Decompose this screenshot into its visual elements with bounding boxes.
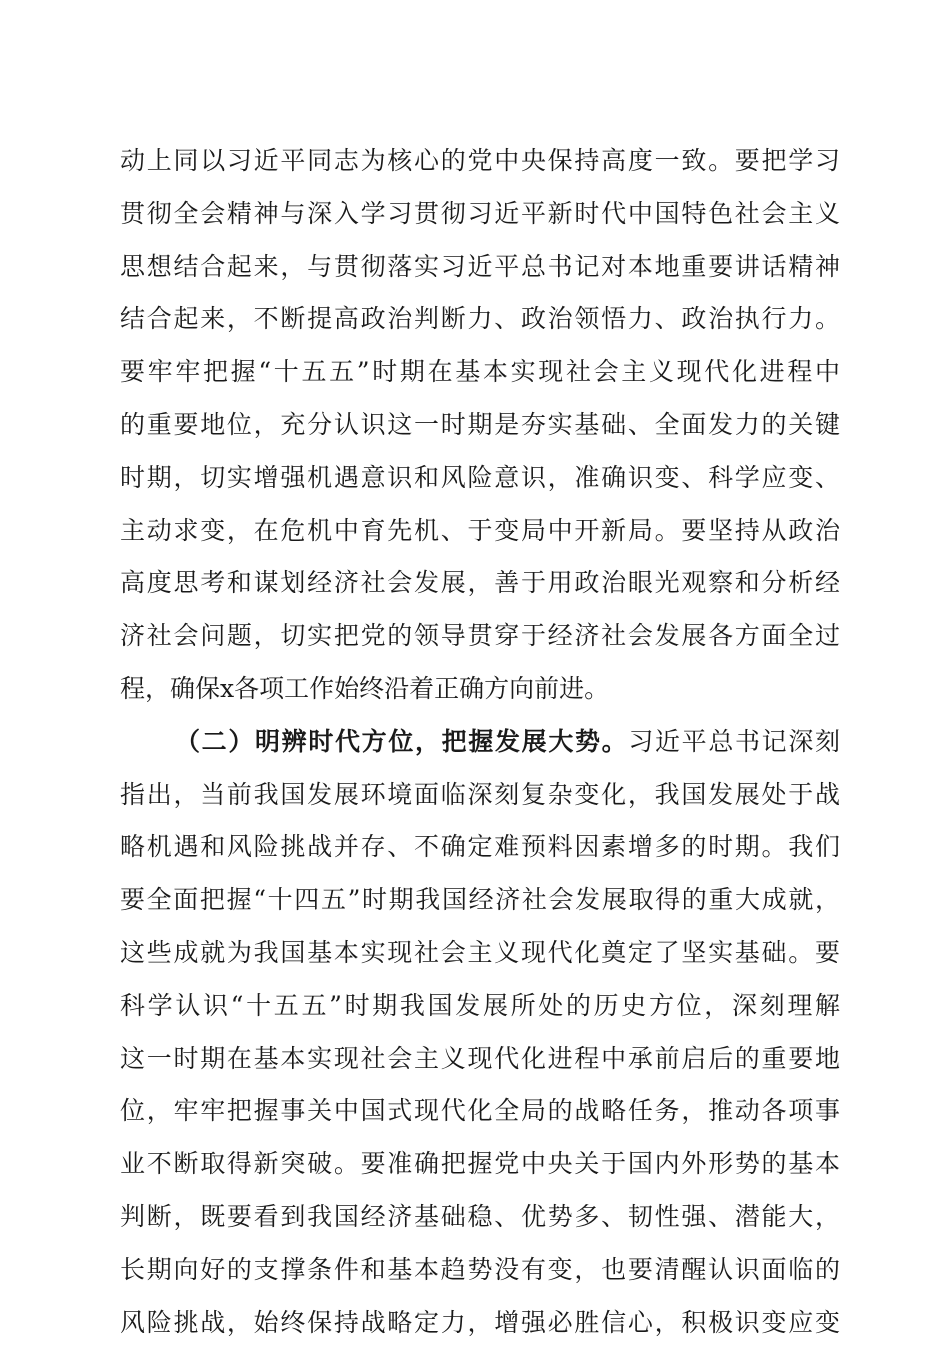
paragraph-line: 济社会问题，切实把党的领导贯穿于经济社会发展各方面全过 — [120, 621, 840, 651]
paragraph-line: 思想结合起来，与贯彻落实习近平总书记对本地重要讲话精神 — [120, 251, 840, 281]
paragraph-2 — [120, 716, 840, 1349]
paragraph-line: 高度思考和谋划经济社会发展，善于用政治眼光观察和分析经 — [120, 568, 840, 598]
paragraph-line: 程，确保x各项工作始终沿着正确方向前进。 — [120, 673, 610, 703]
paragraph-line: 判断，既要看到我国经济基础稳、优势多、韧性强、潜能大， — [120, 1201, 840, 1231]
paragraph-first-line — [120, 716, 840, 769]
paragraph-line: 指出，当前我国发展环境面临深刻复杂变化，我国发展处于战 — [120, 779, 840, 809]
paragraph-line: 位，牢牢把握事关中国式现代化全局的战略任务，推动各项事 — [120, 1096, 840, 1126]
paragraph-line: 时期，切实增强机遇意识和风险意识，准确识变、科学应变、 — [120, 462, 840, 492]
paragraph-line: 贯彻全会精神与深入学习贯彻习近平新时代中国特色社会主义 — [120, 198, 840, 228]
paragraph-line: 动上同以习近平同志为核心的党中央保持高度一致。要把学习 — [120, 146, 840, 175]
paragraph-line: 科学认识“十五五”时期我国发展所处的历史方位，深刻理解 — [120, 990, 840, 1020]
document-body — [120, 135, 840, 1349]
paragraph-line: 风险挑战，始终保持战略定力，增强必胜信心，积极识变应变 — [120, 1307, 840, 1337]
paragraph-line: 这一时期在基本实现社会主义现代化进程中承前启后的重要地 — [120, 1043, 840, 1073]
paragraph-1 — [120, 135, 840, 716]
paragraph-line: 要全面把握“十四五”时期我国经济社会发展取得的重大成就， — [120, 885, 840, 915]
paragraph-line: 结合起来，不断提高政治判断力、政治领悟力、政治执行力。 — [120, 304, 840, 334]
section-heading: （二）明辨时代方位，把握发展大势。 — [175, 726, 629, 756]
paragraph-line: 长期向好的支撑条件和基本趋势没有变，也要清醒认识面临的 — [120, 1254, 840, 1284]
paragraph-line: 这些成就为我国基本实现社会主义现代化奠定了坚实基础。要 — [120, 937, 840, 967]
paragraph-line: 的重要地位，充分认识这一时期是夯实基础、全面发力的关键 — [120, 409, 840, 439]
paragraph-line: 业不断取得新突破。要准确把握党中央关于国内外形势的基本 — [120, 1149, 840, 1179]
paragraph-line: 略机遇和风险挑战并存、不确定难预料因素增多的时期。我们 — [120, 832, 840, 862]
paragraph-line: 主动求变，在危机中育先机、于变局中开新局。要坚持从政治 — [120, 515, 840, 545]
paragraph-line: 要牢牢把握“十五五”时期在基本实现社会主义现代化进程中 — [120, 357, 840, 387]
heading-continuation: 习近平总书记深刻 — [628, 726, 840, 756]
